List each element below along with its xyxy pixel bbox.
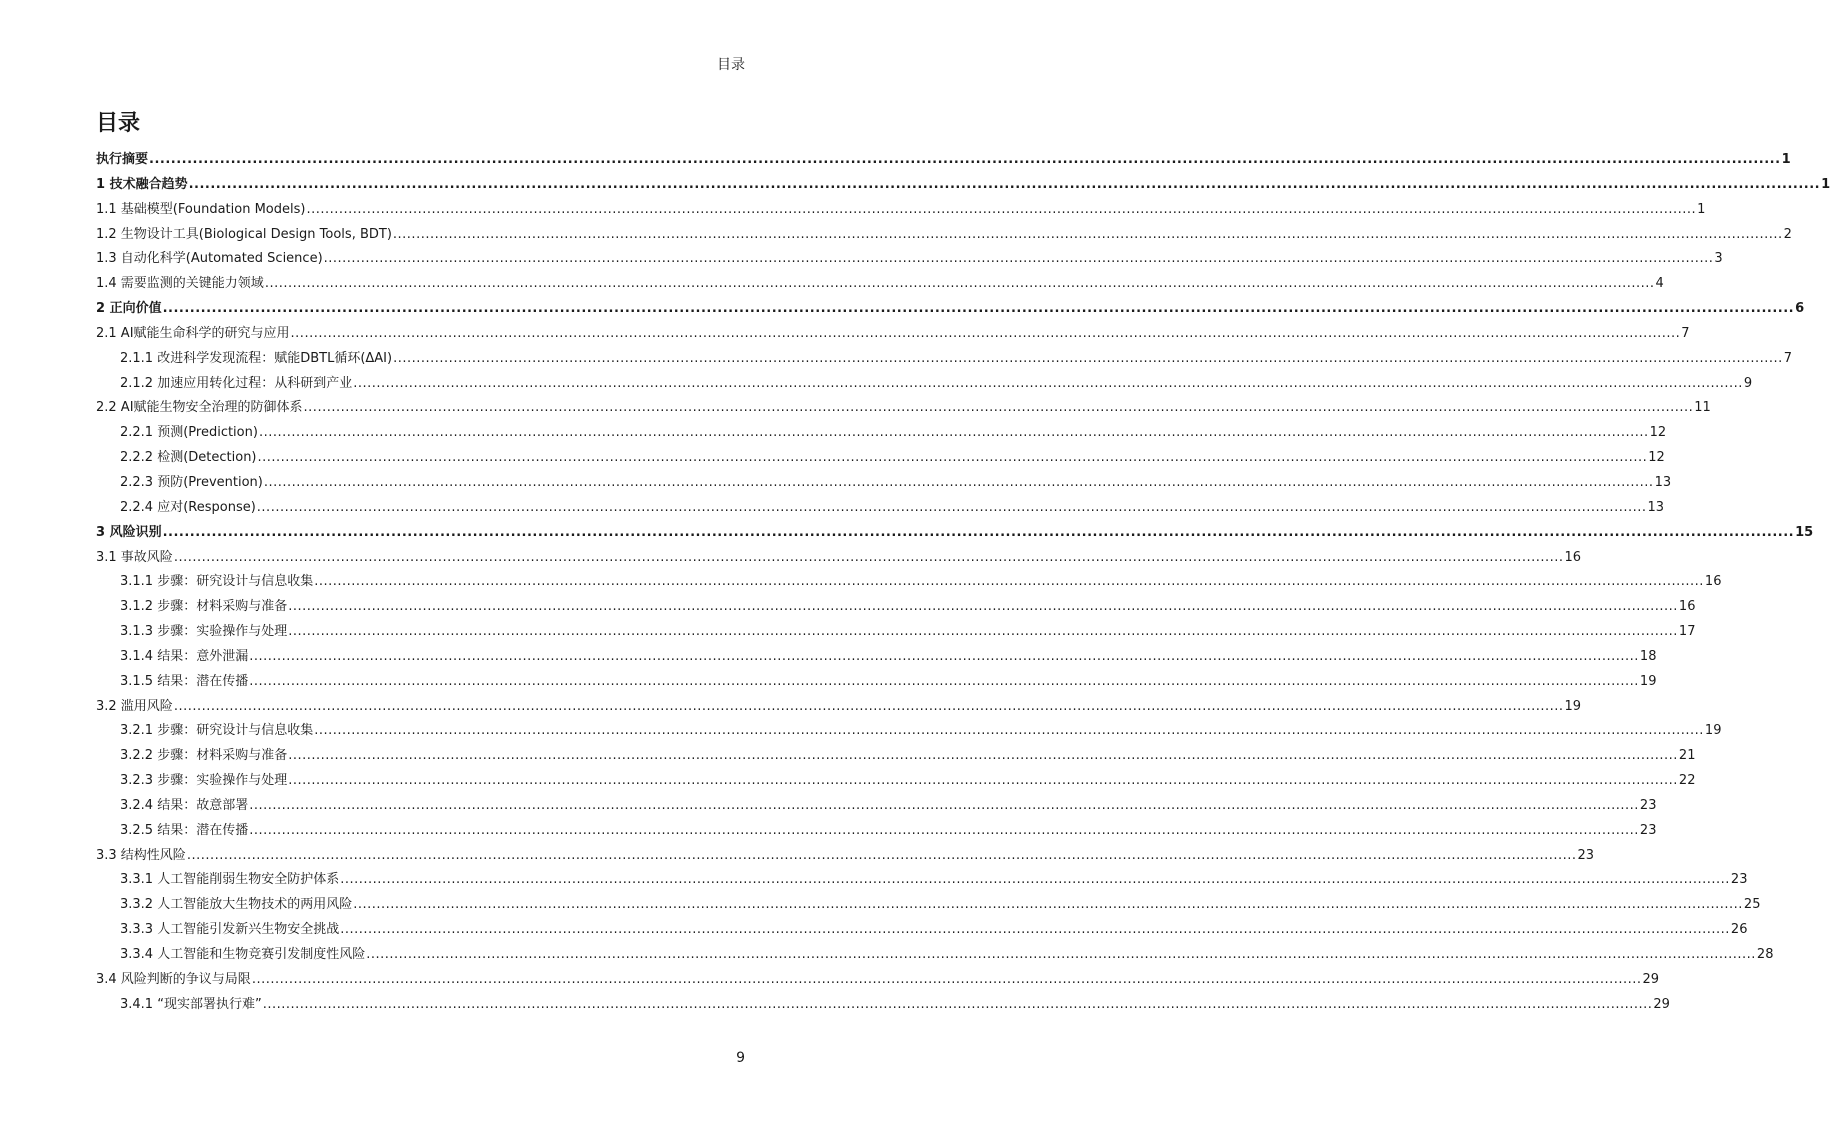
- toc-dot-leader: ............................................................................................................................................................................................................................................................................................................: [188, 176, 1821, 192]
- toc-entry-label: 3.3.4 人工智能和生物竞赛引发制度性风险: [120, 947, 366, 962]
- toc-entry-label: 2 正向价值: [96, 301, 162, 317]
- toc-entry-label: 1.4 需要监测的关键能力领域: [96, 276, 264, 292]
- toc-entry[interactable]: [96, 670, 1657, 695]
- toc-entry[interactable]: [96, 744, 1696, 769]
- toc-entry-label: 3.1.3 步骤：实验操作与处理: [120, 624, 288, 640]
- toc-dot-leader: ............................................................................................................................................................................................................................................................................................................: [162, 301, 1795, 317]
- toc-dot-leader: ............................................................................................................................................................................................................................................................................................................: [173, 549, 1564, 565]
- toc-entry-page-number: 13: [1647, 499, 1665, 515]
- toc-entry-page-number: 16: [1704, 574, 1722, 590]
- toc-dot-leader: ............................................................................................................................................................................................................................................................................................................: [288, 748, 1678, 764]
- toc-entry[interactable]: [96, 993, 1670, 1018]
- toc-entry[interactable]: [96, 272, 1664, 297]
- toc-dot-leader: ............................................................................................................................................................................................................................................................................................................: [340, 922, 1730, 938]
- toc-entry[interactable]: [96, 223, 1792, 248]
- toc-entry-label: 3.4 风险判断的争议与局限: [96, 971, 251, 987]
- toc-entry[interactable]: [96, 496, 1665, 521]
- toc-dot-leader: ............................................................................................................................................................................................................................................................................................................: [323, 251, 1714, 267]
- toc-entry[interactable]: [96, 322, 1690, 347]
- toc-entry-page-number: 2: [1783, 226, 1792, 242]
- toc-entry-page-number: 16: [1678, 599, 1696, 615]
- toc-entry-page-number: 1: [1821, 176, 1830, 192]
- toc-entry-label: 3.3 结构性风险: [96, 847, 186, 863]
- toc-dot-leader: ............................................................................................................................................................................................................................................................................................................: [173, 698, 1564, 714]
- toc-entry[interactable]: [96, 372, 1753, 397]
- toc-entry-page-number: 29: [1642, 971, 1660, 987]
- toc-dot-leader: ............................................................................................................................................................................................................................................................................................................: [256, 499, 1647, 515]
- toc-entry-page-number: 26: [1730, 922, 1748, 938]
- toc-entry[interactable]: [96, 421, 1667, 446]
- page-title: 目录: [96, 111, 141, 136]
- running-header-title: 目录: [717, 57, 745, 73]
- toc-entry[interactable]: [96, 446, 1665, 471]
- toc-entry[interactable]: [96, 471, 1672, 496]
- toc-entry-page-number: 12: [1648, 450, 1665, 466]
- toc-entry[interactable]: [96, 595, 1696, 620]
- toc-entry-page-number: 1: [1697, 201, 1706, 217]
- toc-entry-label: 2.1 AI赋能生命科学的研究与应用: [96, 325, 290, 341]
- toc-entry-label: 执行摘要: [96, 152, 149, 167]
- toc-entry-page-number: 23: [1639, 797, 1657, 813]
- toc-dot-leader: ............................................................................................................................................................................................................................................................................................................: [162, 524, 1795, 540]
- toc-entry[interactable]: [96, 769, 1696, 794]
- toc-entry[interactable]: [96, 719, 1722, 744]
- table-of-contents: [96, 148, 1830, 1018]
- toc-entry-page-number: 19: [1704, 723, 1722, 739]
- toc-entry-page-number: 11: [1694, 400, 1711, 416]
- toc-entry-label: 3.1 事故风险: [96, 549, 173, 565]
- toc-dot-leader: ............................................................................................................................................................................................................................................................................................................: [366, 947, 1756, 962]
- toc-dot-leader: ............................................................................................................................................................................................................................................................................................................: [353, 375, 1743, 391]
- toc-entry-label: 3.1.5 结果：潜在传播: [120, 673, 249, 689]
- toc-entry-page-number: 19: [1639, 673, 1657, 689]
- toc-entry[interactable]: [96, 645, 1657, 670]
- toc-dot-leader: ............................................................................................................................................................................................................................................................................................................: [262, 996, 1653, 1012]
- toc-dot-leader: ............................................................................................................................................................................................................................................................................................................: [149, 152, 1781, 167]
- toc-entry[interactable]: [96, 844, 1595, 869]
- toc-entry-page-number: 25: [1743, 897, 1761, 913]
- toc-entry-label: 2.2.1 预测(Prediction): [120, 425, 258, 441]
- toc-entry-page-number: 16: [1564, 549, 1582, 565]
- toc-entry-page-number: 9: [1743, 375, 1753, 391]
- toc-entry-label: 1.3 自动化科学(Automated Science): [96, 251, 323, 267]
- toc-entry-label: 2.2 AI赋能生物安全治理的防御体系: [96, 400, 303, 416]
- toc-entry-label: 1.1 基础模型(Foundation Models): [96, 201, 306, 217]
- toc-entry[interactable]: [96, 173, 1830, 198]
- toc-entry-page-number: 4: [1655, 276, 1664, 292]
- toc-entry[interactable]: [96, 918, 1748, 943]
- toc-entry-label: 3.2.2 步骤：材料采购与准备: [120, 748, 288, 764]
- toc-dot-leader: ............................................................................................................................................................................................................................................................................................................: [303, 400, 1694, 416]
- toc-entry-page-number: 23: [1577, 847, 1595, 863]
- toc-entry[interactable]: [96, 396, 1711, 421]
- toc-entry-label: 3 风险识别: [96, 524, 162, 540]
- toc-entry[interactable]: [96, 247, 1723, 272]
- toc-dot-leader: ............................................................................................................................................................................................................................................................................................................: [263, 474, 1654, 490]
- toc-entry-page-number: 6: [1795, 301, 1805, 317]
- toc-entry[interactable]: [96, 695, 1582, 720]
- toc-entry-label: 2.2.3 预防(Prevention): [120, 474, 263, 490]
- toc-dot-leader: ............................................................................................................................................................................................................................................................................................................: [288, 773, 1678, 789]
- toc-entry-page-number: 21: [1678, 748, 1696, 764]
- toc-entry-page-number: 7: [1783, 350, 1793, 366]
- toc-entry-page-number: 18: [1639, 648, 1657, 664]
- toc-entry-page-number: 29: [1653, 996, 1670, 1012]
- toc-entry-page-number: 12: [1649, 425, 1667, 441]
- toc-entry-label: 3.1.1 步骤：研究设计与信息收集: [120, 574, 314, 590]
- toc-entry-label: 3.2.5 结果：潜在传播: [120, 822, 249, 838]
- toc-dot-leader: ............................................................................................................................................................................................................................................................................................................: [393, 350, 1783, 366]
- toc-entry[interactable]: [96, 570, 1722, 595]
- toc-dot-leader: ............................................................................................................................................................................................................................................................................................................: [257, 450, 1648, 466]
- toc-entry-page-number: 7: [1681, 325, 1690, 341]
- toc-dot-leader: ............................................................................................................................................................................................................................................................................................................: [290, 325, 1681, 341]
- toc-entry[interactable]: [96, 297, 1805, 322]
- toc-dot-leader: ............................................................................................................................................................................................................................................................................................................: [186, 847, 1577, 863]
- toc-entry[interactable]: [96, 620, 1696, 645]
- toc-entry-label: 3.2.1 步骤：研究设计与信息收集: [120, 723, 314, 739]
- toc-entry[interactable]: [96, 521, 1814, 546]
- toc-entry[interactable]: [96, 546, 1582, 571]
- toc-entry-label: 3.2.4 结果：故意部署: [120, 797, 249, 813]
- toc-entry-label: 2.1.2 加速应用转化过程：从科研到产业: [120, 375, 353, 391]
- toc-entry-label: 3.1.4 结果：意外泄漏: [120, 648, 249, 664]
- toc-dot-leader: ............................................................................................................................................................................................................................................................................................................: [251, 971, 1642, 987]
- toc-entry[interactable]: [96, 893, 1761, 918]
- toc-entry-page-number: 3: [1714, 251, 1723, 267]
- toc-entry[interactable]: [96, 148, 1791, 173]
- toc-dot-leader: ............................................................................................................................................................................................................................................................................................................: [288, 599, 1678, 615]
- toc-dot-leader: ............................................................................................................................................................................................................................................................................................................: [249, 648, 1639, 664]
- page-number: 9: [736, 1050, 745, 1066]
- toc-entry[interactable]: [96, 347, 1793, 372]
- toc-entry-page-number: 15: [1795, 524, 1814, 540]
- toc-entry-label: 3.3.2 人工智能放大生物技术的两用风险: [120, 897, 353, 913]
- toc-entry[interactable]: [96, 794, 1657, 819]
- toc-entry-page-number: 13: [1654, 474, 1672, 490]
- toc-entry-label: 3.3.3 人工智能引发新兴生物安全挑战: [120, 922, 340, 938]
- toc-entry-label: 1.2 生物设计工具(Biological Design Tools, BDT): [96, 226, 392, 242]
- toc-dot-leader: ............................................................................................................................................................................................................................................................................................................: [258, 425, 1649, 441]
- toc-entry-page-number: 23: [1730, 872, 1748, 888]
- toc-dot-leader: ............................................................................................................................................................................................................................................................................................................: [314, 574, 1704, 590]
- toc-entry-label: 3.1.2 步骤：材料采购与准备: [120, 599, 288, 615]
- toc-dot-leader: ............................................................................................................................................................................................................................................................................................................: [249, 673, 1639, 689]
- toc-entry-page-number: 22: [1678, 773, 1696, 789]
- toc-entry-label: 3.4.1 “现实部署执行难”: [120, 996, 262, 1012]
- toc-entry-page-number: 23: [1639, 822, 1657, 838]
- toc-entry-page-number: 19: [1564, 698, 1582, 714]
- toc-dot-leader: ............................................................................................................................................................................................................................................................................................................: [314, 723, 1704, 739]
- toc-dot-leader: ............................................................................................................................................................................................................................................................................................................: [288, 624, 1678, 640]
- toc-dot-leader: ............................................................................................................................................................................................................................................................................................................: [264, 276, 1655, 292]
- toc-dot-leader: ............................................................................................................................................................................................................................................................................................................: [340, 872, 1730, 888]
- toc-entry[interactable]: [96, 968, 1660, 993]
- toc-dot-leader: ............................................................................................................................................................................................................................................................................................................: [306, 201, 1697, 217]
- toc-dot-leader: ............................................................................................................................................................................................................................................................................................................: [249, 822, 1639, 838]
- toc-entry[interactable]: [96, 819, 1657, 844]
- toc-entry-label: 1 技术融合趋势: [96, 176, 188, 192]
- toc-entry-page-number: 1: [1781, 152, 1791, 167]
- toc-dot-leader: ............................................................................................................................................................................................................................................................................................................: [249, 797, 1639, 813]
- toc-entry-label: 2.1.1 改进科学发现流程：赋能DBTL循环(ΔAI): [120, 350, 393, 366]
- toc-dot-leader: ............................................................................................................................................................................................................................................................................................................: [353, 897, 1743, 913]
- toc-entry-page-number: 17: [1678, 624, 1696, 640]
- toc-entry[interactable]: [96, 868, 1748, 893]
- toc-entry-page-number: 28: [1756, 947, 1774, 962]
- toc-entry[interactable]: [96, 943, 1774, 968]
- toc-dot-leader: ............................................................................................................................................................................................................................................................................................................: [392, 226, 1783, 242]
- toc-entry-label: 3.2 滥用风险: [96, 698, 173, 714]
- toc-entry[interactable]: [96, 198, 1706, 223]
- toc-entry-label: 3.2.3 步骤：实验操作与处理: [120, 773, 288, 789]
- toc-entry-label: 2.2.2 检测(Detection): [120, 450, 257, 466]
- toc-entry-label: 3.3.1 人工智能削弱生物安全防护体系: [120, 872, 340, 888]
- toc-entry-label: 2.2.4 应对(Response): [120, 499, 256, 515]
